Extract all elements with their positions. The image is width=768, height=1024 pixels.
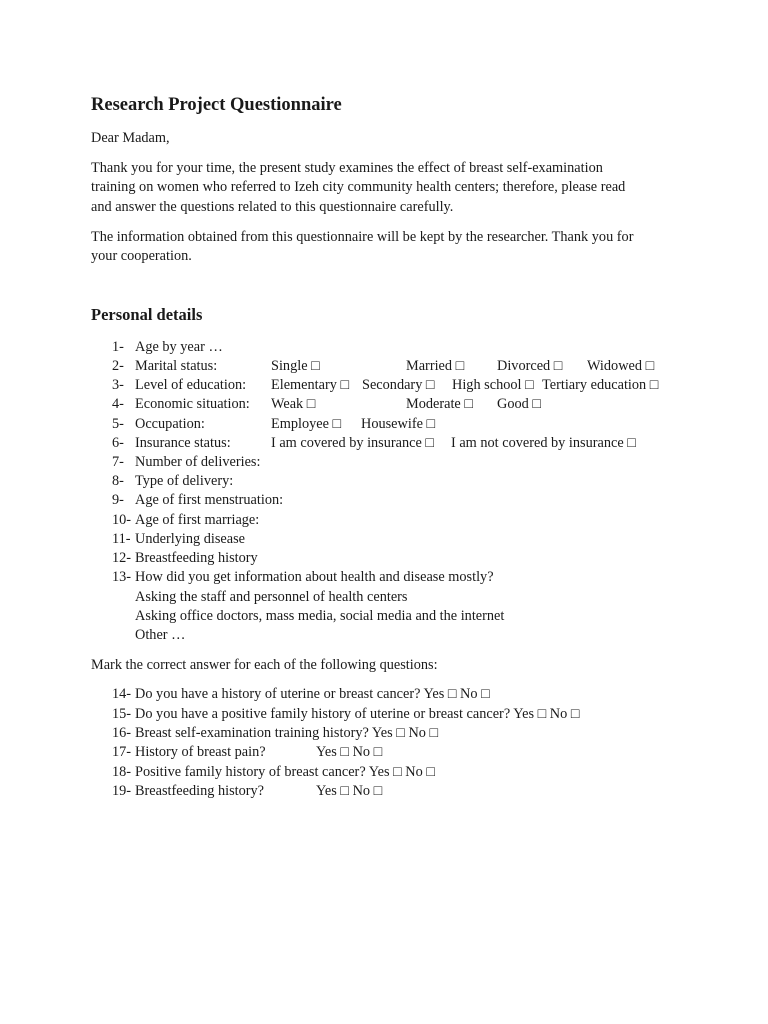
- option-checkbox[interactable]: I am not covered by insurance □: [451, 435, 636, 451]
- option-checkbox[interactable]: Secondary □: [362, 377, 435, 393]
- info-source-option[interactable]: Other …: [135, 627, 186, 643]
- yes-no-question[interactable]: Do you have a history of uterine or breast cancer? Yes □ No □: [135, 686, 490, 702]
- item-number: 6-: [112, 435, 124, 451]
- item-number: 11-: [112, 531, 131, 547]
- confidentiality-line: your cooperation.: [91, 248, 192, 265]
- item-number: 17-: [112, 744, 132, 760]
- item-label: Occupation:: [135, 416, 205, 432]
- item-number: 10-: [112, 512, 132, 528]
- item-label: Marital status:: [135, 358, 218, 374]
- item-label: How did you get information about health and disease mostly?: [135, 569, 494, 585]
- item-label: Type of delivery:: [135, 473, 234, 489]
- option-checkbox[interactable]: High school □: [452, 377, 534, 393]
- option-checkbox[interactable]: Good □: [497, 396, 541, 412]
- yes-no-question[interactable]: Positive family history of breast cancer? Yes □ No □: [135, 764, 435, 780]
- item-number: 1-: [112, 339, 124, 355]
- option-checkbox[interactable]: Widowed □: [587, 358, 655, 374]
- section-heading: Personal details: [91, 305, 203, 324]
- item-number: 12-: [112, 550, 132, 566]
- item-label: Economic situation:: [135, 396, 250, 412]
- confidentiality-line: The information obtained from this questionnaire will be kept by the researcher. Thank you for: [91, 229, 634, 245]
- intro-line: Thank you for your time, the present study examines the effect of breast self-examination: [91, 160, 603, 176]
- item-number: 2-: [112, 358, 124, 374]
- item-number: 4-: [112, 396, 124, 412]
- instruction-text: Mark the correct answer for each of the following questions:: [91, 657, 438, 673]
- info-source-option[interactable]: Asking office doctors, mass media, social media and the internet: [135, 608, 505, 624]
- intro-line: training on women who referred to Izeh city community health centers; therefore, please read: [91, 179, 626, 196]
- option-checkbox[interactable]: Employee □: [271, 416, 342, 432]
- item-label: Age by year …: [135, 339, 223, 355]
- item-label: Age of first menstruation:: [135, 492, 284, 508]
- item-number: 14-: [112, 686, 132, 702]
- option-checkbox[interactable]: Moderate □: [406, 396, 473, 412]
- page-title: Research Project Questionnaire: [91, 95, 342, 115]
- intro-line: and answer the questions related to this questionnaire carefully.: [91, 198, 454, 215]
- option-checkbox[interactable]: I am covered by insurance □: [271, 435, 435, 451]
- item-number: 16-: [112, 725, 132, 741]
- item-label: Insurance status:: [135, 435, 231, 451]
- yes-no-answer[interactable]: Yes □ No □: [316, 783, 383, 799]
- item-label: Underlying disease: [135, 531, 245, 547]
- yes-no-answer[interactable]: Yes □ No □: [316, 744, 383, 760]
- item-number: 15-: [112, 706, 132, 722]
- item-number: 8-: [112, 473, 124, 489]
- item-label: Number of deliveries:: [135, 454, 261, 470]
- option-checkbox[interactable]: Weak □: [271, 396, 316, 412]
- option-checkbox[interactable]: Elementary □: [271, 377, 350, 393]
- option-checkbox[interactable]: Single □: [271, 358, 320, 374]
- item-number: 19-: [112, 783, 132, 799]
- option-checkbox[interactable]: Married □: [406, 358, 465, 374]
- item-label: Breastfeeding history: [135, 550, 258, 566]
- yes-no-question[interactable]: Breast self-examination training history? Yes □ No □: [135, 725, 439, 741]
- item-number: 13-: [112, 569, 132, 585]
- yes-no-question: Breastfeeding history?: [135, 783, 265, 799]
- info-source-option[interactable]: Asking the staff and personnel of health centers: [135, 589, 408, 605]
- item-number: 9-: [112, 492, 124, 508]
- option-checkbox[interactable]: Divorced □: [497, 358, 563, 374]
- confidentiality-paragraph: [91, 228, 691, 267]
- item-number: 5-: [112, 416, 124, 432]
- option-checkbox[interactable]: Tertiary education □: [542, 377, 659, 393]
- yes-no-question[interactable]: Do you have a positive family history of uterine or breast cancer? Yes □ No □: [135, 706, 580, 722]
- item-number: 7-: [112, 454, 124, 470]
- item-number: 18-: [112, 764, 132, 780]
- item-number: 3-: [112, 377, 124, 393]
- option-checkbox[interactable]: Housewife □: [361, 416, 436, 432]
- yes-no-question: History of breast pain?: [135, 744, 266, 760]
- item-label: Level of education:: [135, 377, 247, 393]
- intro-paragraph: [91, 159, 691, 217]
- item-label: Age of first marriage:: [135, 512, 260, 528]
- greeting: Dear Madam,: [91, 130, 170, 146]
